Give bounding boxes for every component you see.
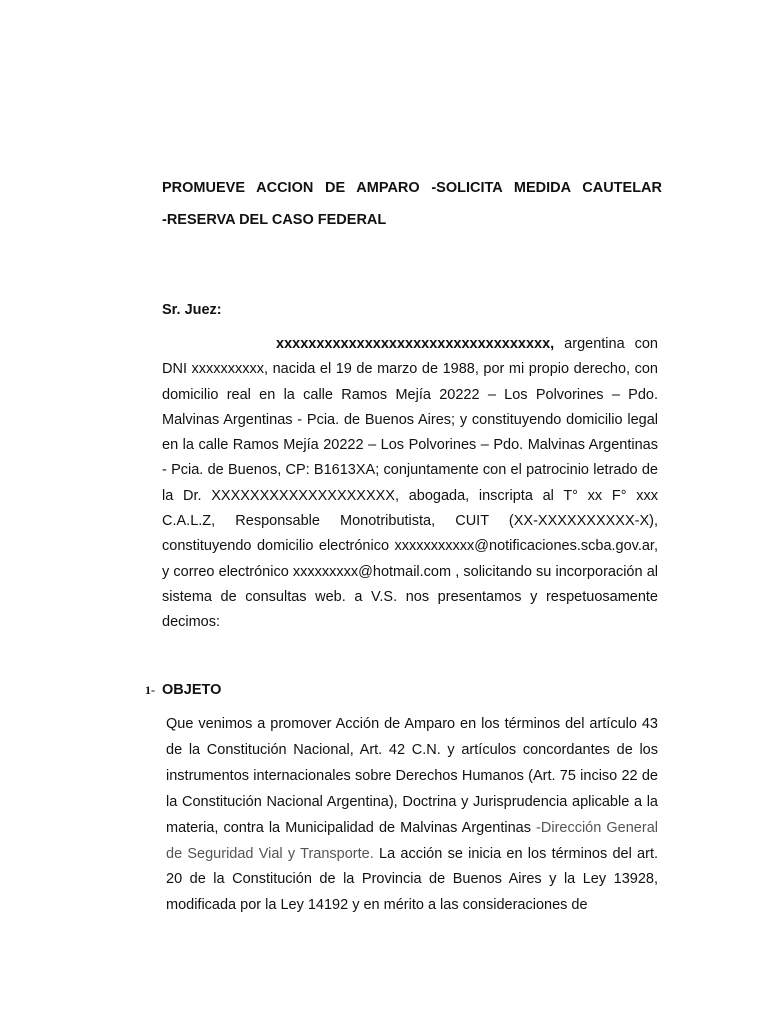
plaintiff-name: xxxxxxxxxxxxxxxxxxxxxxxxxxxxxxxxxx,	[276, 336, 555, 352]
section-body-text-a: Que venimos a promover Acción de Amparo en los términos del artículo 43 de la Constitución Nacional, Art. 42 C.N. y artículos concordantes de los instrumentos internacionales sobre Derechos Humanos (Art. 75 inciso 22 de la Constitución Nacional Argentina), Doctrina y Jurisprudencia aplicable a la materia, contra la Municipalidad de Malvinas Argentinas	[166, 716, 658, 836]
intro-text: argentina con DNI xxxxxxxxxx, nacida el 19 de marzo de 1988, por mi propio derecho, con domicilio real en la calle Ramos Mejía 20222 – Los Polvorines – Pdo. Malvinas Argentinas - Pcia. de Buenos Aires; y constituyendo domicilio legal en la calle Ramos Mejía 20222 – Los Polvorines – Pdo. Malvinas Argentinas - Pcia. de Buenos, CP: B1613XA; conjuntamente con el patrocinio letrado de la Dr. XXXXXXXXXXXXXXXXXXX, abogada, inscripta al T° xx F° xxx C.A.L.Z, Responsable Monotributista, CUIT (XX-XXXXXXXXXX-X), constituyendo domicilio electrónico xxxxxxxxxxx@notificaciones.scba.gov.ar, y correo electrónico xxxxxxxxx@hotmail.com , solicitando su incorporación al sistema de consultas web. a V.S. nos presentamos y respetuosamente decimos:	[162, 336, 658, 631]
intro-paragraph	[162, 332, 658, 636]
section-heading: OBJETO	[162, 682, 222, 698]
section-body	[166, 712, 658, 919]
section-number: 1-	[145, 683, 155, 697]
title-line-1: PROMUEVE ACCION DE AMPARO -SOLICITA MEDIDA CAUTELAR	[162, 180, 662, 196]
salutation: Sr. Juez:	[162, 302, 222, 318]
title-line-2: -RESERVA DEL CASO FEDERAL	[162, 212, 387, 228]
section-body-text-b: La acción se inicia en los términos del art. 20 de la Constitución de la Provincia de Buenos Aires y la Ley 13928, modificada por la Ley 14192 y en mérito a las consideraciones de	[166, 845, 658, 914]
document-title	[162, 172, 662, 236]
defendant-entity: -Dirección General de Seguridad Vial y Transporte.	[166, 819, 658, 862]
